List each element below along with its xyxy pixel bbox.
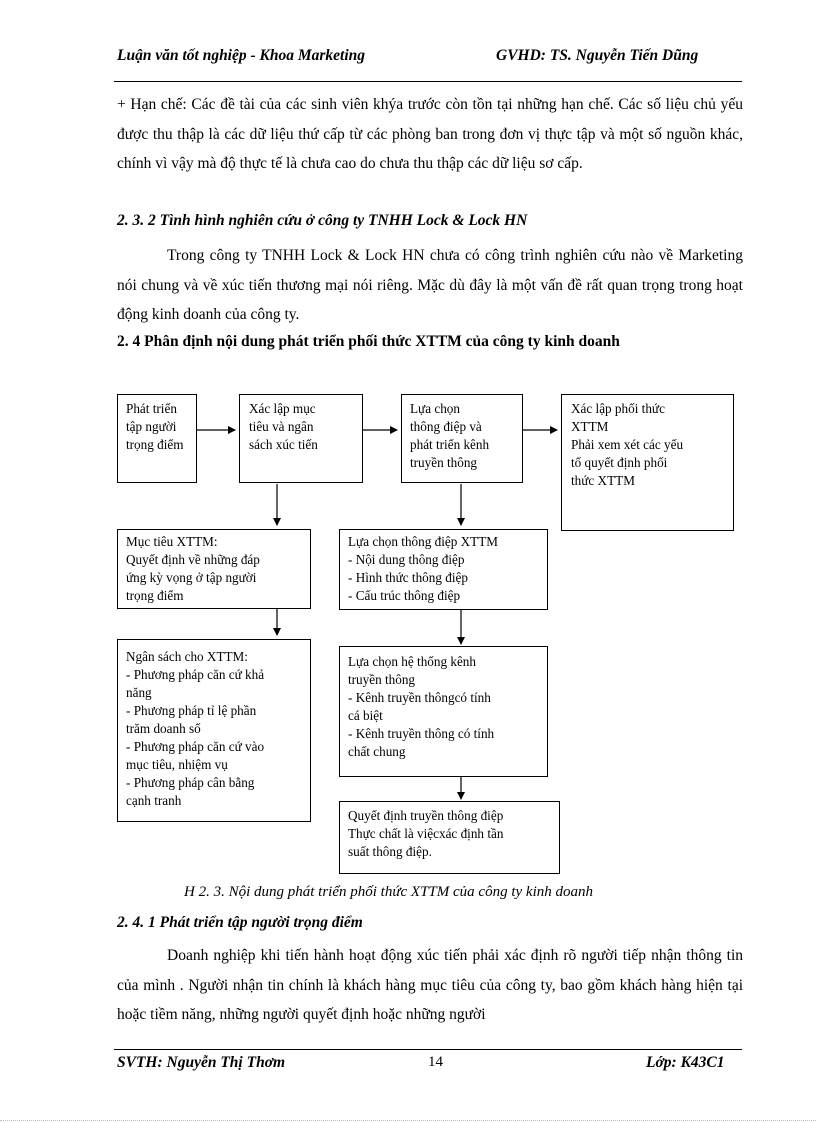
footer-student: SVTH: Nguyễn Thị Thơm xyxy=(117,1054,286,1071)
box-xttm-objectives xyxy=(117,529,311,609)
header-right: GVHD: TS. Nguyễn Tiến Dũng xyxy=(496,47,699,64)
box-line: sách xúc tiến xyxy=(249,437,318,452)
paragraph-target-audience xyxy=(117,941,743,1030)
box-set-promotion-mix xyxy=(561,394,734,531)
box-line: Xác lập phối thức xyxy=(571,401,665,416)
box-line: Lựa chọn thông điệp XTTM xyxy=(348,534,498,549)
box-line: tập người xyxy=(126,419,177,434)
paragraph-limitations: + Hạn chế: Các đề tài của các sinh viên khýa trước còn tồn tại những hạn chế. Các số liệu chủ yếu được thu thập là các dữ liệu thứ cấp từ các phòng ban trong đơn vị thực tập và một số nguồn khác, chính vì vậy mà độ thực tế là chưa cao do chưa thu thập các dữ liệu sơ cấp. xyxy=(117,96,743,172)
heading-2-4: 2. 4 Phân định nội dung phát triển phối thức XTTM của công ty kinh doanh xyxy=(117,333,620,350)
box-line: - Phương pháp căn cứ khả xyxy=(126,667,265,682)
box-line: trọng điểm xyxy=(126,588,184,603)
heading-2-3-2: 2. 3. 2 Tình hình nghiên cứu ở công ty TNHH Lock & Lock HN xyxy=(117,212,528,229)
box-line: Lựa chọn hệ thống kênh xyxy=(348,654,476,669)
box-line: Phải xem xét các yếu xyxy=(571,437,684,452)
box-line: mục tiêu, nhiệm vụ xyxy=(126,757,228,772)
box-line: thức XTTM xyxy=(571,473,635,488)
box-line: XTTM xyxy=(571,419,609,434)
box-line: Mục tiêu XTTM: xyxy=(126,534,218,549)
box-select-xttm-message xyxy=(339,529,548,610)
page-edge xyxy=(0,1120,816,1121)
box-line: trọng điểm xyxy=(126,437,184,452)
paragraph-target-audience-text: Doanh nghiệp khi tiến hành hoạt động xúc tiến phải xác định rõ người tiếp nhận thông tin của mình . Người nhận tin chính là khách hàng mục tiêu của công ty, bao gồm khách hàng hiện tại hoặc tiềm năng, những người quyết định hoặc những người xyxy=(117,947,743,1023)
box-line: phát triển kênh xyxy=(410,437,490,452)
box-line: tiêu và ngân xyxy=(249,419,314,434)
box-line: thông điệp và xyxy=(410,419,482,434)
box-line: Lựa chọn xyxy=(410,401,460,416)
box-line: truyền thông xyxy=(410,455,478,470)
box-line: cá biệt xyxy=(348,708,383,723)
box-line: - Kênh truyền thông có tính xyxy=(348,726,495,741)
box-line: ứng kỳ vọng ở tập người xyxy=(126,570,257,585)
box-line: tố quyết định phối xyxy=(571,455,668,470)
box-line: trăm doanh số xyxy=(126,721,201,736)
box-line: truyền thông xyxy=(348,672,416,687)
box-select-channel-system xyxy=(339,646,548,777)
box-line: suất thông điệp. xyxy=(348,844,432,859)
box-line: Quyết định truyền thông điệp xyxy=(348,808,504,823)
box-line: Phát triển xyxy=(126,401,177,416)
box-develop-target-audience xyxy=(117,394,197,483)
box-line: Thực chất là việcxác định tần xyxy=(348,826,504,841)
box-line: - Kênh truyền thôngcó tính xyxy=(348,690,491,705)
box-line: - Phương pháp tỉ lệ phần xyxy=(126,703,257,718)
box-line: Ngân sách cho XTTM: xyxy=(126,649,248,664)
box-select-message-channel xyxy=(401,394,523,483)
box-line: - Nội dung thông điệp xyxy=(348,552,465,567)
box-line: Xác lập mục xyxy=(249,401,316,416)
page-number: 14 xyxy=(428,1054,443,1070)
box-line: cạnh tranh xyxy=(126,793,182,808)
box-line: - Phương pháp cân bằng xyxy=(126,775,255,790)
box-line: - Phương pháp căn cứ vào xyxy=(126,739,265,754)
header-left: Luận văn tốt nghiệp - Khoa Marketing xyxy=(117,47,366,64)
box-line: - Hình thức thông điệp xyxy=(348,570,468,585)
footer-rule xyxy=(114,1049,742,1050)
box-set-objectives-budget xyxy=(239,394,363,483)
box-line: Quyết định về những đáp xyxy=(126,552,260,567)
box-line: chất chung xyxy=(348,744,406,759)
box-xttm-budget xyxy=(117,639,311,822)
box-decide-message-delivery xyxy=(339,801,560,874)
paragraph-research-status-text: Trong công ty TNHH Lock & Lock HN chưa có công trình nghiên cứu nào về Marketing nói chung và về xúc tiến thương mại nói riêng. Mặc dù đây là một vấn đề rất quan trọng trong hoạt động kinh doanh của công ty. xyxy=(117,247,743,323)
box-line: năng xyxy=(126,685,152,700)
footer-class: Lớp: K43C1 xyxy=(646,1054,725,1071)
heading-2-4-1: 2. 4. 1 Phát triển tập người trọng điểm xyxy=(117,914,363,931)
figure-caption: H 2. 3. Nội dung phát triển phối thức XTTM của công ty kinh doanh xyxy=(184,884,593,900)
box-line: - Cấu trúc thông điệp xyxy=(348,588,461,603)
